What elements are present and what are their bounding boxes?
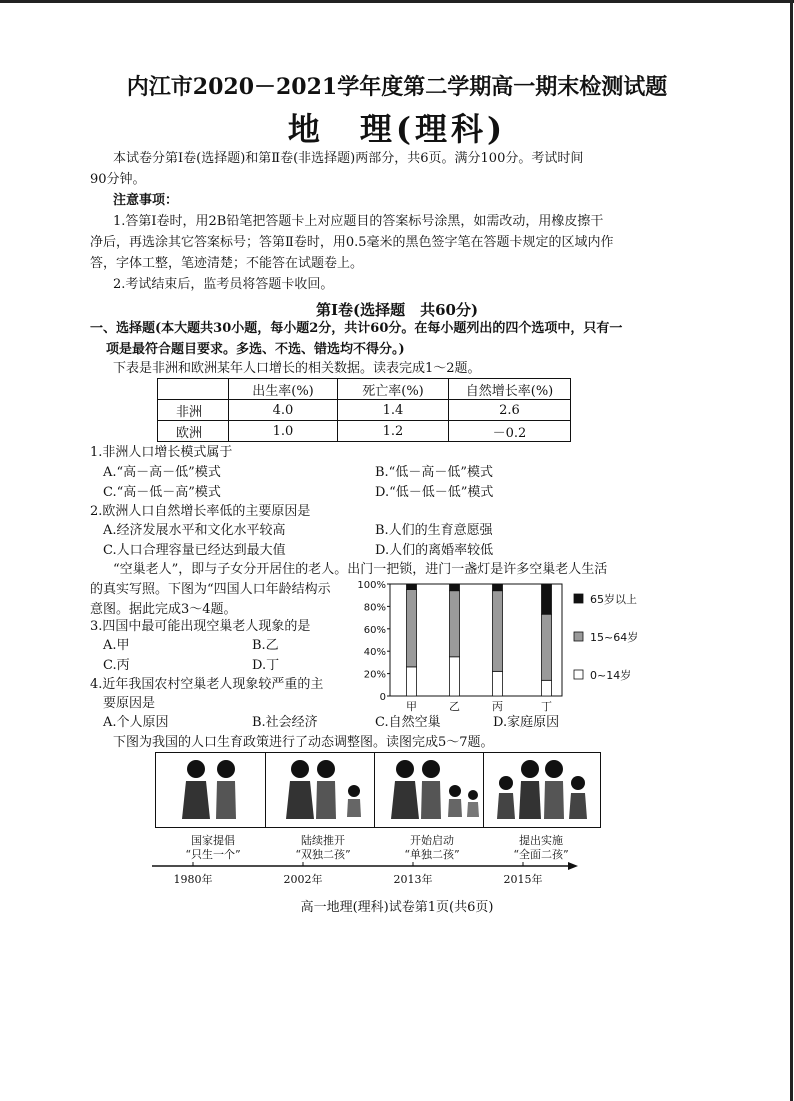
passage-line-2: 的真实写照。下图为“四国人口年龄结构示 [90,582,331,597]
population-data-table [157,378,571,442]
table-header-cell: 自然增长率(%) [449,379,571,400]
policy-caption-1980 [153,834,273,862]
legend-label: 15~64岁 [590,631,639,644]
family-illustration-icon [375,753,491,827]
x-category-label: 甲 [406,700,417,713]
q4-stem-line-1: 4.近年我国农村空巢老人现象较严重的主 [90,677,324,692]
section-title: 第Ⅰ卷(选择题 共60分) [315,301,479,319]
policy-caption-line: 国家提倡 [191,834,235,847]
q2-stem: 2.欧洲人口自然增长率低的主要原因是 [90,504,311,519]
x-category-label: 丙 [492,700,503,713]
page-footer: 高一地理(理科)试卷第1页(共6页) [300,900,494,915]
policy-caption-line: “只生一个” [185,848,241,861]
legend-label: 65岁以上 [590,593,637,606]
q4-option-c: C.自然空巢 [375,715,441,730]
y-tick-label: 0 [379,692,386,703]
table-cell: 2.6 [449,400,571,421]
timeline-year-2013: 2013年 [393,873,433,886]
family-illustration-icon [484,753,600,827]
bar-segment [450,657,460,696]
passage-line-3: 意图。据此完成3～4题。 [90,602,237,617]
table-cell: 欧洲 [158,421,229,442]
table-cell: 1.0 [229,421,338,442]
q4-option-a: A.个人原因 [103,715,169,730]
q2-option-b: B.人们的生育意愿强 [375,523,493,538]
y-tick-label: 60% [363,624,386,636]
policy-caption-2013 [372,834,492,862]
table-header-row [158,379,571,400]
intro-line-2: 90分钟。 [90,172,146,187]
scan-edge-top [0,0,794,3]
bar-segment [542,614,552,680]
policy-panel-2013 [374,752,492,828]
q3-option-b: B.乙 [252,638,279,653]
table-header-cell: 出生率(%) [229,379,338,400]
policy-panel-2015 [483,752,601,828]
legend-swatch [574,594,583,603]
bar-segment [493,591,503,672]
section-instruction-line-2: 项是最符合题目要求。多选、不选、错选均不得分。) [106,342,405,357]
timeline-year-2015: 2015年 [503,873,543,886]
bar-segment [407,667,417,696]
table-cell: 非洲 [158,400,229,421]
family-illustration-icon [266,753,382,827]
table-cell: 4.0 [229,400,338,421]
timeline-year-2002: 2002年 [283,873,323,886]
bar-segment [407,584,417,590]
q4-option-d: D.家庭原因 [493,715,560,730]
policy-caption-line: 提出实施 [519,834,563,847]
q1-option-d: D.“低－低－低”模式 [375,485,494,500]
y-tick-label: 40% [363,647,386,659]
q1-option-a: A.“高－高－低”模式 [103,465,221,480]
section-instruction-line-1: 一、选择题(本大题共30小题，每小题2分，共计60分。在每小题列出的四个选项中，只有一 [90,321,623,336]
q3-option-c: C.丙 [103,658,130,673]
bar-segment [450,591,460,657]
passage-line-1: “空巢老人”，即与子女分开居住的老人。出门一把锁，进门一盏灯是许多空巢老人生活 [113,562,608,577]
notice-title: 注意事项： [113,193,179,208]
q4-stem-line-2: 要原因是 [103,696,156,711]
table-intro: 下表是非洲和欧洲某年人口增长的相关数据。读表完成1～2题。 [113,361,481,376]
policy-caption-line: “全面二孩” [513,848,569,861]
family-illustration-icon [156,753,272,827]
bar-segment [407,590,417,667]
bar-segment [450,584,460,591]
rule-1-line-3: 答，字体工整，笔迹清楚；不能答在试题卷上。 [90,256,364,271]
table-cell: 1.2 [338,421,449,442]
q3-option-a: A.甲 [103,638,130,653]
exam-title: 内江市2020－2021学年度第二学期高一期末检测试题 [126,74,668,100]
y-tick-label: 80% [363,602,386,614]
intro-line-1: 本试卷分第Ⅰ卷(选择题)和第Ⅱ卷(非选择题)两部分，共6页。满分100分。考试时间 [113,151,584,166]
legend-swatch [574,670,583,679]
table-header-cell: 死亡率(%) [338,379,449,400]
bar-segment [493,671,503,696]
q2-option-c: C.人口合理容量已经达到最大值 [103,543,286,558]
rule-1-line-2: 净后，再选涂其它答案标号；答第Ⅱ卷时，用0.5毫米的黑色签字笔在答题卡规定的区域内作 [90,235,614,250]
table-cell: －0.2 [449,421,571,442]
table-header-cell [158,379,229,400]
policy-caption-2015 [481,834,601,862]
table-cell: 1.4 [338,400,449,421]
age-structure-chart [352,578,672,718]
bar-segment [493,584,503,591]
q3-stem: 3.四国中最可能出现空巢老人现象的是 [90,619,311,634]
q1-option-b: B.“低－高－低”模式 [375,465,493,480]
policy-caption-line: “双独二孩” [295,848,351,861]
table-row [158,400,571,421]
q4-option-b: B.社会经济 [252,715,318,730]
y-tick-label: 20% [363,669,386,681]
legend-swatch [574,632,583,641]
rule-2: 2.考试结束后，监考员将答题卡收回。 [113,277,334,292]
subject-title: 地 理(理科) [287,110,507,148]
x-category-label: 乙 [449,700,460,713]
y-tick-label: 100% [357,580,386,591]
timeline-year-1980: 1980年 [173,873,213,886]
q2-option-a: A.经济发展水平和文化水平较高 [103,523,286,538]
legend-label: 0~14岁 [590,669,632,682]
policy-caption-line: “单独二孩” [404,848,460,861]
policy-panel-2002 [265,752,383,828]
q3-option-d: D.丁 [252,658,280,673]
policy-panel-1980 [155,752,273,828]
policy-intro: 下图为我国的人口生育政策进行了动态调整图。读图完成5～7题。 [113,735,494,750]
rule-1-line-1: 1.答第Ⅰ卷时，用2B铅笔把答题卡上对应题目的答案标号涂黑，如需改动，用橡皮擦干 [113,214,604,229]
q1-option-c: C.“高－低－高”模式 [103,485,221,500]
q1-stem: 1.非洲人口增长模式属于 [90,445,233,460]
q2-option-d: D.人们的离婚率较低 [375,543,494,558]
bar-segment [542,584,552,614]
policy-caption-line: 开始启动 [410,834,454,847]
x-category-label: 丁 [541,700,552,713]
table-row [158,421,571,442]
scan-edge-right [790,0,793,1101]
bar-segment [542,680,552,696]
policy-caption-2002 [263,834,383,862]
policy-caption-line: 陆续推开 [301,834,345,847]
